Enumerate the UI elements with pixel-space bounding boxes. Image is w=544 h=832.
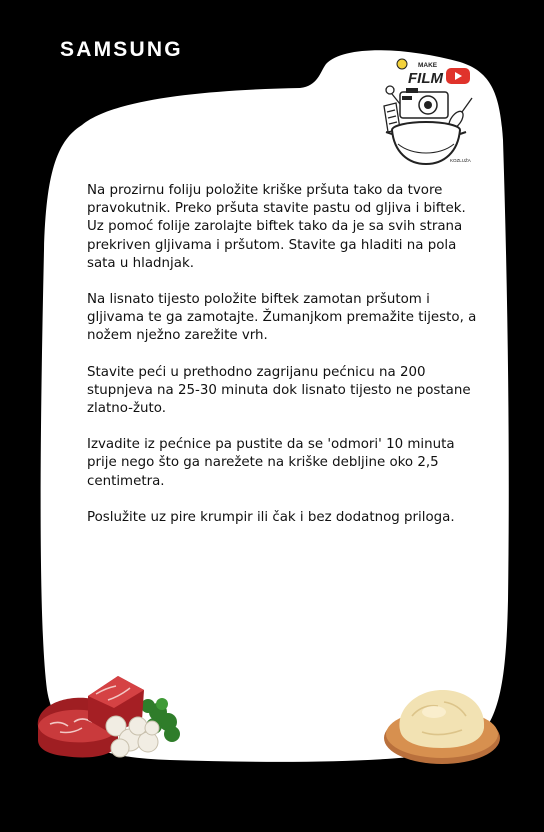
make-film-logo bbox=[378, 56, 478, 172]
dough-icon bbox=[400, 690, 485, 748]
instruction-paragraph-1: Na prozirnu foliju položite kriške pršuta tako da tvore pravokutnik. Preko pršuta stavite pastu od gljiva i biftek. Uz pomoć folije zarolajte biftek tako da je sa svih strana prekriven gljivama i pršutom. Stavite ga hladiti na pola sata u hladnjak. bbox=[87, 183, 466, 271]
camera-icon bbox=[400, 88, 448, 118]
logo-kozluza-text: KOZLUŽA bbox=[450, 158, 471, 163]
play-icon bbox=[446, 68, 470, 84]
logo-make-text: MAKE bbox=[418, 62, 438, 69]
pastry-dough-illustration bbox=[382, 684, 504, 768]
recipe-instructions bbox=[87, 182, 482, 545]
instruction-paragraph-3: Stavite peći u prethodno zagrijanu pećnicu na 200 stupnjeva na 25-30 minuta dok lisnato tijesto ne postane zlatno-žuto. bbox=[87, 364, 471, 417]
beef-mushroom-illustration bbox=[30, 668, 190, 768]
instruction-paragraph-2: Na lisnato tijesto položite biftek zamotan pršutom i gljivama te ga zamotajte. Žumanjkom premažite tijesto, a nožem nježno zarežite vrh. bbox=[87, 292, 477, 344]
bulb-icon bbox=[397, 59, 407, 69]
logo-film-text: FILM bbox=[408, 70, 443, 87]
instruction-paragraph-5: Poslužite uz pire krumpir ili čak i bez dodatnog priloga. bbox=[87, 509, 455, 525]
instruction-paragraph-4: Izvadite iz pećnice pa pustite da se 'odmori' 10 minuta prije nego što ga narežete na kriške debljine oko 2,5 centimetra. bbox=[87, 437, 455, 489]
samsung-brand-logo: SAMSUNG bbox=[60, 38, 183, 61]
spoon-icon bbox=[386, 86, 400, 104]
